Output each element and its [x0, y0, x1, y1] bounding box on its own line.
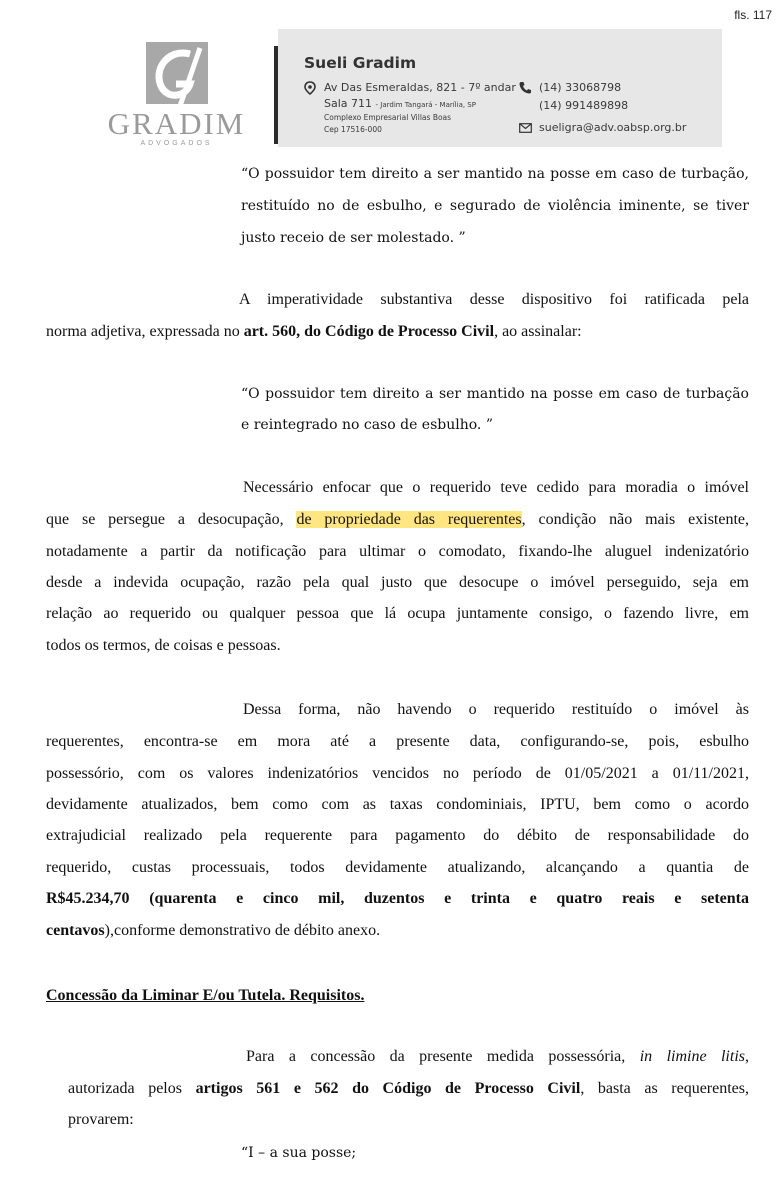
amount-text: centavos — [46, 922, 105, 939]
text-segment: autorizada pelos — [68, 1080, 196, 1097]
text-segment: Para a concessão da presente medida possessória, — [246, 1048, 640, 1065]
paragraph-line: extrajudicial realizado pela requerente para pagamento do débito de responsabilidade do — [46, 827, 749, 844]
highlighted-text: de propriedade das requerentes — [296, 511, 522, 528]
address-room: Sala 711 — [324, 97, 373, 110]
location-pin-icon — [304, 81, 316, 95]
address-line-2 — [324, 97, 476, 110]
phone-number-2: (14) 991489898 — [539, 99, 629, 112]
paragraph-line: devidamente atualizados, bem como com as taxas condominiais, IPTU, bem como o acordo — [46, 796, 749, 813]
paragraph-line: relação ao requerido ou qualquer pessoa que lá ocupa juntamente consigo, o fazendo livre, em — [46, 605, 749, 622]
quote-line: restituído no de esbulho, e segurado de violência iminente, se tiver — [241, 198, 749, 214]
paragraph-line — [46, 920, 380, 942]
quote-line: “O possuidor tem direito a ser mantido na posse em caso de turbação — [241, 386, 749, 402]
gradim-logo — [104, 40, 249, 152]
paragraph-line — [68, 1078, 749, 1100]
paragraph-line: Necessário enfocar que o requerido teve cedido para moradia o imóvel — [243, 479, 749, 496]
address-line-4: Cep 17516-000 — [324, 125, 382, 134]
quote-line: justo receio de ser molestado. ” — [241, 230, 466, 246]
paragraph-line — [46, 321, 582, 343]
lawyer-name: Sueli Gradim — [304, 54, 417, 72]
text-segment: , basta as requerentes, — [580, 1080, 749, 1097]
text-segment: , condição não mais existente, — [521, 511, 750, 528]
logo-subtitle: ADVOGADOS — [140, 140, 213, 147]
logo-wordmark: GRADIM — [107, 106, 246, 141]
envelope-icon — [519, 123, 532, 133]
paragraph-line — [246, 1046, 749, 1068]
legal-reference: art. 560, do Código de Processo Civil — [243, 323, 495, 340]
paragraph-line: provarem: — [68, 1111, 134, 1128]
paragraph-line: possessório, com os valores indenizatórios vencidos no período de 01/05/2021 a 01/11/2021, — [46, 765, 749, 782]
section-heading: Concessão da Liminar E/ou Tutela. Requisitos. — [46, 987, 365, 1004]
header-card — [278, 29, 722, 147]
quote-line: “I – a sua posse; — [241, 1145, 357, 1161]
text-segment: , — [745, 1048, 749, 1065]
quote-line: “O possuidor tem direito a ser mantido na posse em caso de turbação, — [241, 166, 749, 182]
quote-line: e reintegrado no caso de esbulho. ” — [241, 417, 493, 433]
gradim-monogram-icon — [140, 40, 210, 110]
amount-line: R$45.234,70 (quarenta e cinco mil, duzentos e trinta e quatro reais e setenta — [46, 890, 749, 907]
text-segment: que se persegue a desocupação, — [46, 511, 297, 528]
paragraph-line: todos os termos, de coisas e pessoas. — [46, 637, 281, 654]
address-line-1: Av Das Esmeraldas, 821 - 7º andar — [324, 81, 516, 94]
page-number: fls. 117 — [734, 8, 772, 22]
text-segment: , ao assinalar: — [494, 323, 582, 340]
text-segment: norma adjetiva, expressada no — [46, 323, 244, 340]
paragraph-line: requerido, custas processuais, todos devidamente atualizando, alcançando a quantia de — [46, 859, 749, 876]
legal-reference: artigos 561 e 562 do Código de Processo Civil — [195, 1080, 581, 1097]
paragraph-line: desde a indevida ocupação, razão pela qual justo que desocupe o imóvel perseguido, seja em — [46, 574, 749, 591]
email-address: sueligra@adv.oabsp.org.br — [539, 121, 687, 134]
latin-term: in limine litis — [639, 1048, 745, 1065]
paragraph-line: notadamente a partir da notificação para ultimar o comodato, fixando-lhe aluguel indenizatório — [46, 543, 749, 560]
phone-number-1: (14) 33068798 — [539, 81, 622, 94]
paragraph-line: requerentes, encontra-se em mora até a presente data, configurando-se, pois, esbulho — [46, 733, 749, 750]
address-line-3: Complexo Empresarial Villas Boas — [324, 113, 452, 122]
text-segment: ),conforme demonstrativo de débito anexo. — [104, 922, 381, 939]
phone-icon — [519, 81, 531, 94]
paragraph-line: A imperatividade substantiva desse dispositivo foi ratificada pela — [239, 291, 749, 308]
address-district: - Jardim Tangará - Marília, SP — [375, 101, 476, 109]
paragraph-line — [46, 509, 749, 531]
paragraph-line: Dessa forma, não havendo o requerido restituído o imóvel às — [243, 701, 749, 718]
